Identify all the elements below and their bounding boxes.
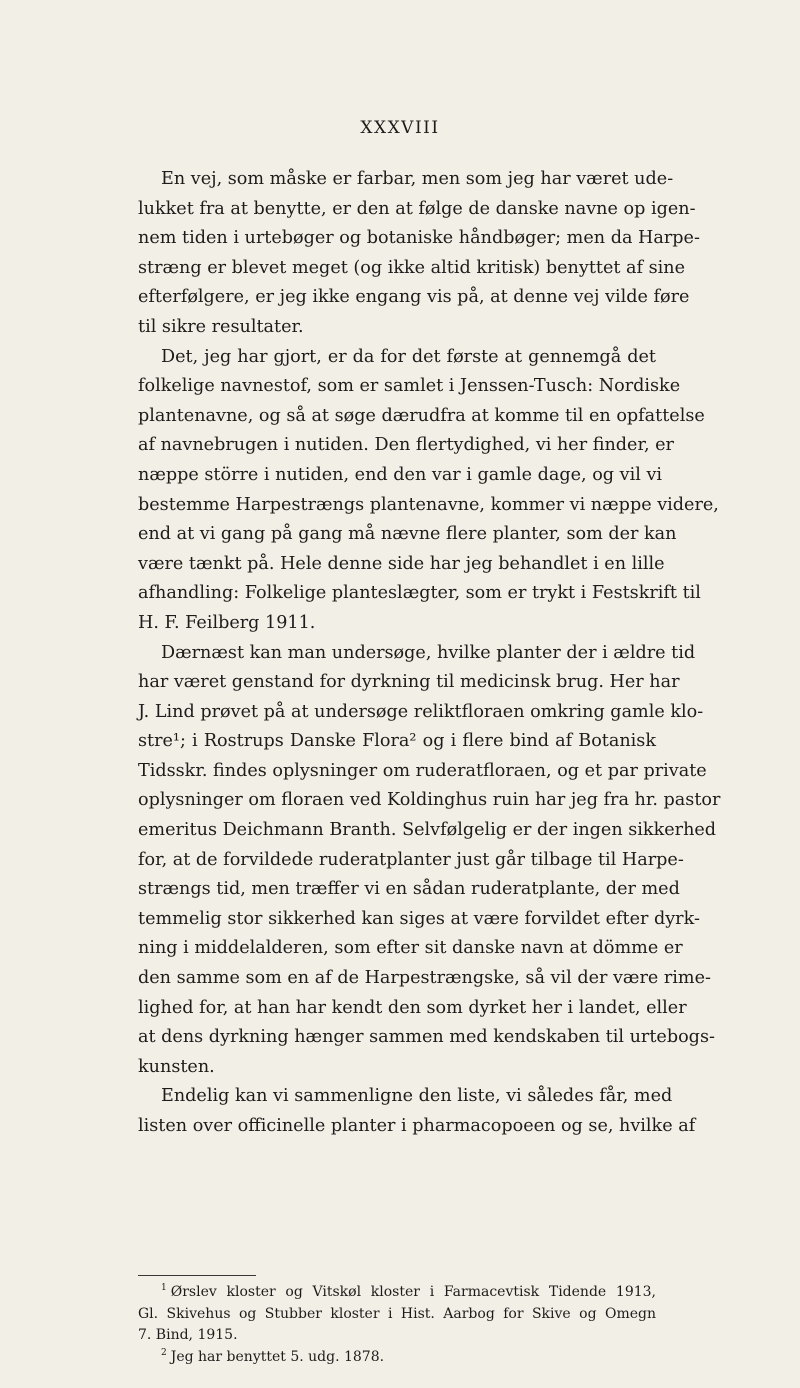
text-line: lukket fra at benytte, er den at følge de danske navne op igen- [138,198,696,219]
text-line: den samme som en af de Harpestrængske, så vil der være rime- [138,968,711,989]
text-line: at dens dyrkning hænger sammen med kendskaben til urtebogs- [138,1027,715,1048]
footnote-line [138,1282,656,1304]
text-line: bestemme Harpestrængs plantenavne, kommer vi næppe videre, [138,494,719,515]
text-line: afhandling: Folkelige planteslægter, som er trykt i Festskrift til [138,583,701,604]
footnote-line [138,1347,656,1369]
text-line: har været genstand for dyrkning til medicinsk brug. Her har [138,672,680,693]
text-line: til sikre resultater. [138,316,304,337]
text-line: plantenavne, og så at søge dærudfra at komme til en opfattelse [138,405,705,426]
footnote-marker: 1 [161,1283,167,1294]
footnote-text: Gl. Skivehus og Stubber kloster i Hist. Aarbog for Skive og Omegn [138,1305,656,1322]
text-line: strængs tid, men træffer vi en sådan ruderatplante, der med [138,879,680,900]
text-line: listen over officinelle planter i pharmacopoeen og se, hvilke af [138,1116,696,1136]
text-line: oplysninger om floraen ved Koldinghus ruin har jeg fra hr. pastor [138,790,721,811]
footnote-text: 7. Bind, 1915. [138,1327,238,1344]
text-line: stre¹; i Rostrups Danske Flora² og i flere bind af Botanisk [138,731,656,752]
footnote-text: Jeg har benyttet 5. udg. 1878. [170,1348,385,1365]
text-line: J. Lind prøvet på at undersøge reliktfloraen omkring gamle klo- [138,701,704,722]
footnote-text: Ørslev kloster og Vitskøl kloster i Farmacevtisk Tidende 1913, [170,1284,656,1300]
text-line: folkelige navnestof, som er samlet i Jenssen-Tusch: Nordiske [138,376,681,397]
text-line: Det, jeg har gjort, er da for det første at gennemgå det [161,346,656,367]
footnotes [138,1282,656,1368]
footnote-line [138,1325,656,1347]
text-line: Dærnæst kan man undersøge, hvilke planter der i ældre tid [161,642,696,663]
text-line: ning i middelalderen, som efter sit danske navn at dömme er [138,938,683,959]
text-line: efterfølgere, er jeg ikke engang vis på, at denne vej vilde føre [138,287,690,308]
page-number: XXXVIII [360,118,440,138]
text-line: stræng er blevet meget (og ikke altid kritisk) benyttet af sine [138,257,686,278]
text-line: Endelig kan vi sammenligne den liste, vi således får, med [161,1086,673,1107]
text-line: emeritus Deichmann Branth. Selvfølgelig er der ingen sikkerhed [138,820,717,841]
footnote-line [138,1304,656,1326]
footnote-marker: 2 [161,1348,167,1359]
text-line: nem tiden i urtebøger og botaniske håndbøger; men da Harpe- [138,228,700,249]
text-line: være tænkt på. Hele denne side har jeg behandlet i en lille [138,553,665,574]
text-line: næppe större i nutiden, end den var i gamle dage, og vil vi [138,464,663,485]
text-line: end at vi gang på gang må nævne flere planter, som der kan [138,524,677,545]
text-line: H. F. Feilberg 1911. [138,612,316,633]
footnote-rule [138,1275,256,1276]
text-line: Tidsskr. findes oplysninger om ruderatfloraen, og et par private [138,760,707,781]
text-line: En vej, som måske er farbar, men som jeg har været ude- [161,169,674,189]
text-line: temmelig stor sikkerhed kan siges at være forvildet efter dyrk- [138,908,700,929]
text-line: kunsten. [138,1056,215,1077]
text-line: lighed for, at han har kendt den som dyrket her i landet, eller [138,997,687,1018]
text-line: af navnebrugen i nutiden. Den flertydighed, vi her finder, er [138,435,674,456]
body-text [138,165,721,1142]
text-line: for, at de forvildede ruderatplanter just går tilbage til Harpe- [138,849,684,870]
